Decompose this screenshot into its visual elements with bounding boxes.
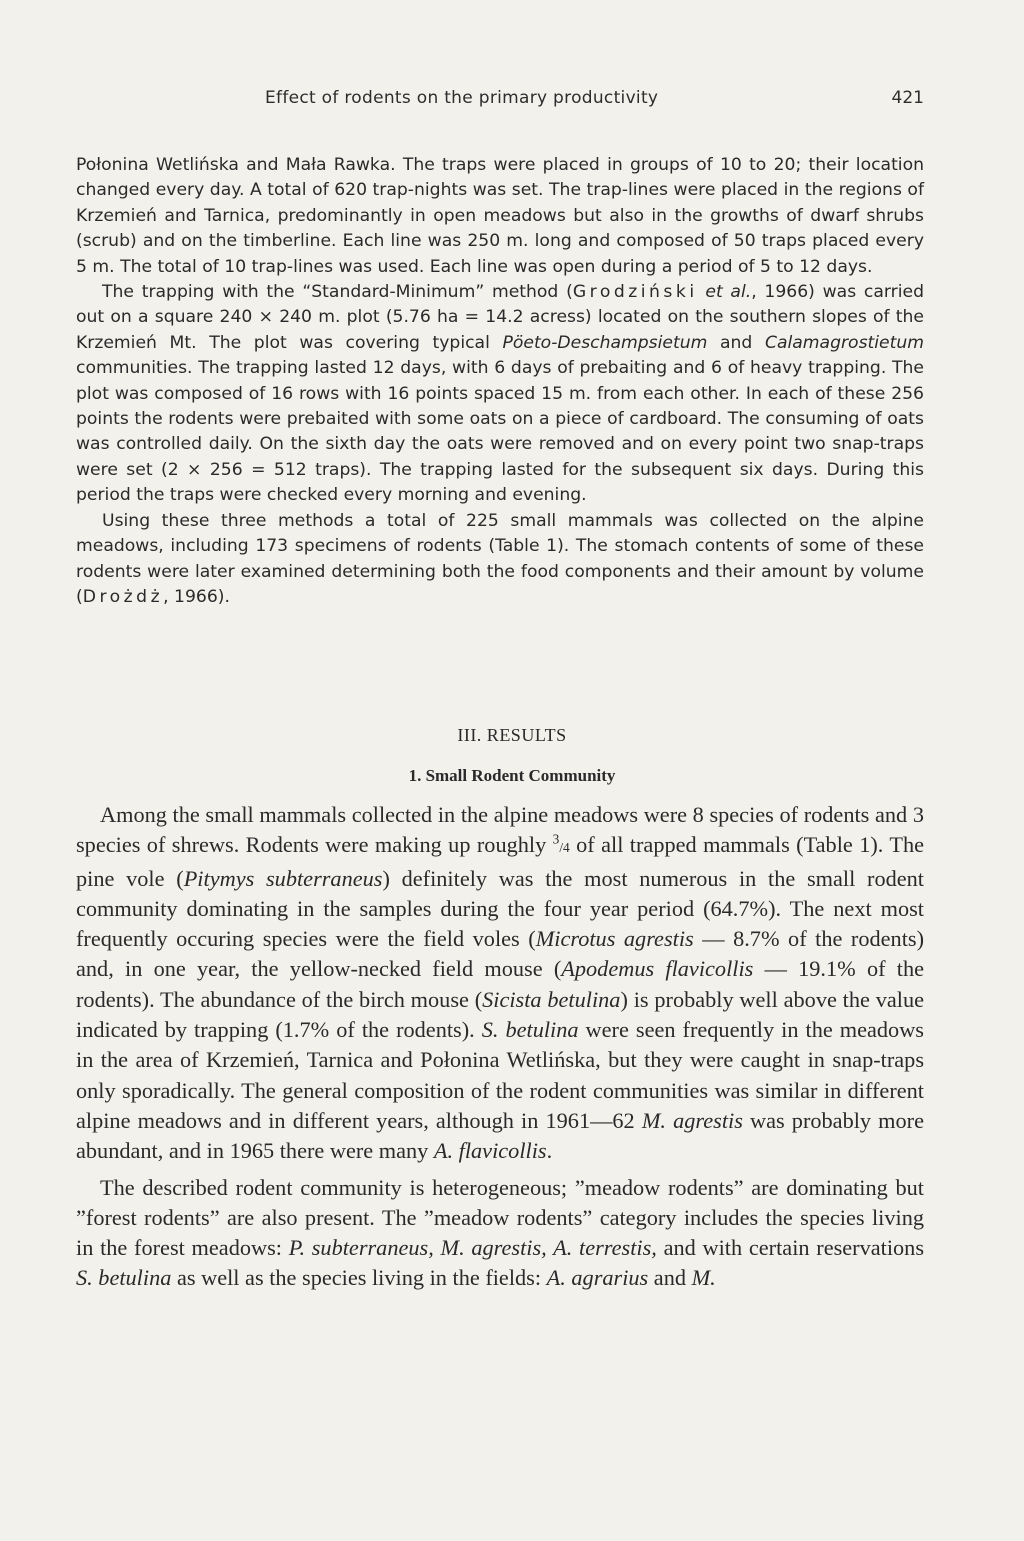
species-name: Pitymys subterraneus xyxy=(183,865,383,891)
species-name: M. xyxy=(691,1265,716,1291)
results-paragraph-1: Among the small mammals collected in the alpine meadows were 8 species of rodents and 3 species of shrews. Rodents were making up roughly $^3$/4 of all trapped mammals (Table 1). The pine vole (Pitymys subterraneus) definitely was the most numerous in the small rodent community dominating in the samples during the four year period (64.7%). The next most frequently occuring species were the field voles (Microtus agrestis — 8.7% of the rodents) and, in one year, the yellow-necked field mouse (Apodemus flavicollis — 19.1% of the rodents). The abundance of the birch mouse (Sicista betulina) is probably well above the value indicated by trapping (1.7% of the rodents). S. betulina were seen frequently in the meadows in the area of Krzemień, Tarnica and Połonina Wetlińska, but they were caught in snap-traps only sporadically. The general composition of the rodent communities was similar in different alpine meadows and in different years, although in 1961—62 M. agrestis was probably more abundant, and in 1965 there were many A. flavicollis. xyxy=(76,802,925,1164)
species-name: Sicista betulina xyxy=(482,986,621,1012)
species-name: A. agrarius xyxy=(546,1265,649,1291)
species-name: M. agrestis xyxy=(641,1107,743,1133)
species-name: P. subterraneus, M. agrestis, A. terrestis, xyxy=(288,1235,657,1261)
species-name: A. flavicollis xyxy=(433,1138,547,1164)
methods-paragraph-2: The trapping with the “Standard-Minimum” method (Grodziński et al., 1966) was carried out on a square 240 × 240 m. plot (5.76 ha = 14.2 acress) located on the southern slopes of the Krzemień Mt. The plot was covering typical Pöeto-Deschampsietum and Calamagrostietum communities. The trapping lasted 12 days, with 6 days of prebaiting and 6 of heavy trapping. The plot was composed of 16 rows with 16 points spaced 15 m. from each other. In each of these 256 points the rodents were prebaited with some oats on a piece of cardboard. The consuming of oats was controlled daily. On the sixth day the oats were removed and on every point two snap-traps were set (2 × 256 = 512 traps). The trapping lasted for the subsequent six days. During this period the traps were checked every morning and evening. xyxy=(76,282,924,506)
taxon-name: Calamagrostietum xyxy=(764,332,924,353)
section-heading: III. RESULTS xyxy=(457,725,567,745)
author-name: Grodziński xyxy=(572,282,698,303)
subsection-heading: 1. Small Rodent Community xyxy=(408,766,616,785)
results-paragraph-2: The described rodent community is heterogeneous; ”meadow rodents” are dominating but ”forest rodents” are also present. The ”meadow rodents” category includes the species living in the forest meadows: P. subterraneus, M. agrestis, A. terrestis, and with certain reservations S. betulina as well as the species living in the fields: A. agrarius and M. xyxy=(76,1174,924,1291)
page-number: 421 xyxy=(891,88,924,108)
running-title: Effect of rodents on the primary productivity xyxy=(265,88,659,108)
methods-text xyxy=(76,153,924,610)
running-head xyxy=(0,86,1024,116)
taxon-name: Pöeto-Deschampsietum xyxy=(502,332,708,353)
species-name: S. betulina xyxy=(481,1017,579,1043)
species-name: S. betulina xyxy=(76,1265,172,1291)
species-name: Apodemus flavicollis xyxy=(561,956,754,982)
species-name: Microtus agrestis xyxy=(535,926,694,952)
methods-paragraph-3: Using these three methods a total of 225 small mammals was collected on the alpine meadows, including 173 specimens of rodents (Table 1). The stomach contents of some of these rodents were later examined determining both the food components and their amount by volume (Drożdż, 1966). xyxy=(76,510,924,607)
author-name: Drożdż xyxy=(82,586,164,607)
methods-paragraph-1: Połonina Wetlińska and Mała Rawka. The traps were placed in groups of 10 to 20; their location changed every day. A total of 620 trap-nights was set. The trap-lines were placed in the regions of Krzemień and Tarnica, predominantly in open meadows but also in the growths of dwarf shrubs (scrub) and on the timberline. Each line was 250 m. long and composed of 50 traps placed every 5 m. The total of 10 trap-lines was used. Each line was open during a period of 5 to 12 days. xyxy=(76,155,924,277)
results-text xyxy=(76,800,924,1294)
